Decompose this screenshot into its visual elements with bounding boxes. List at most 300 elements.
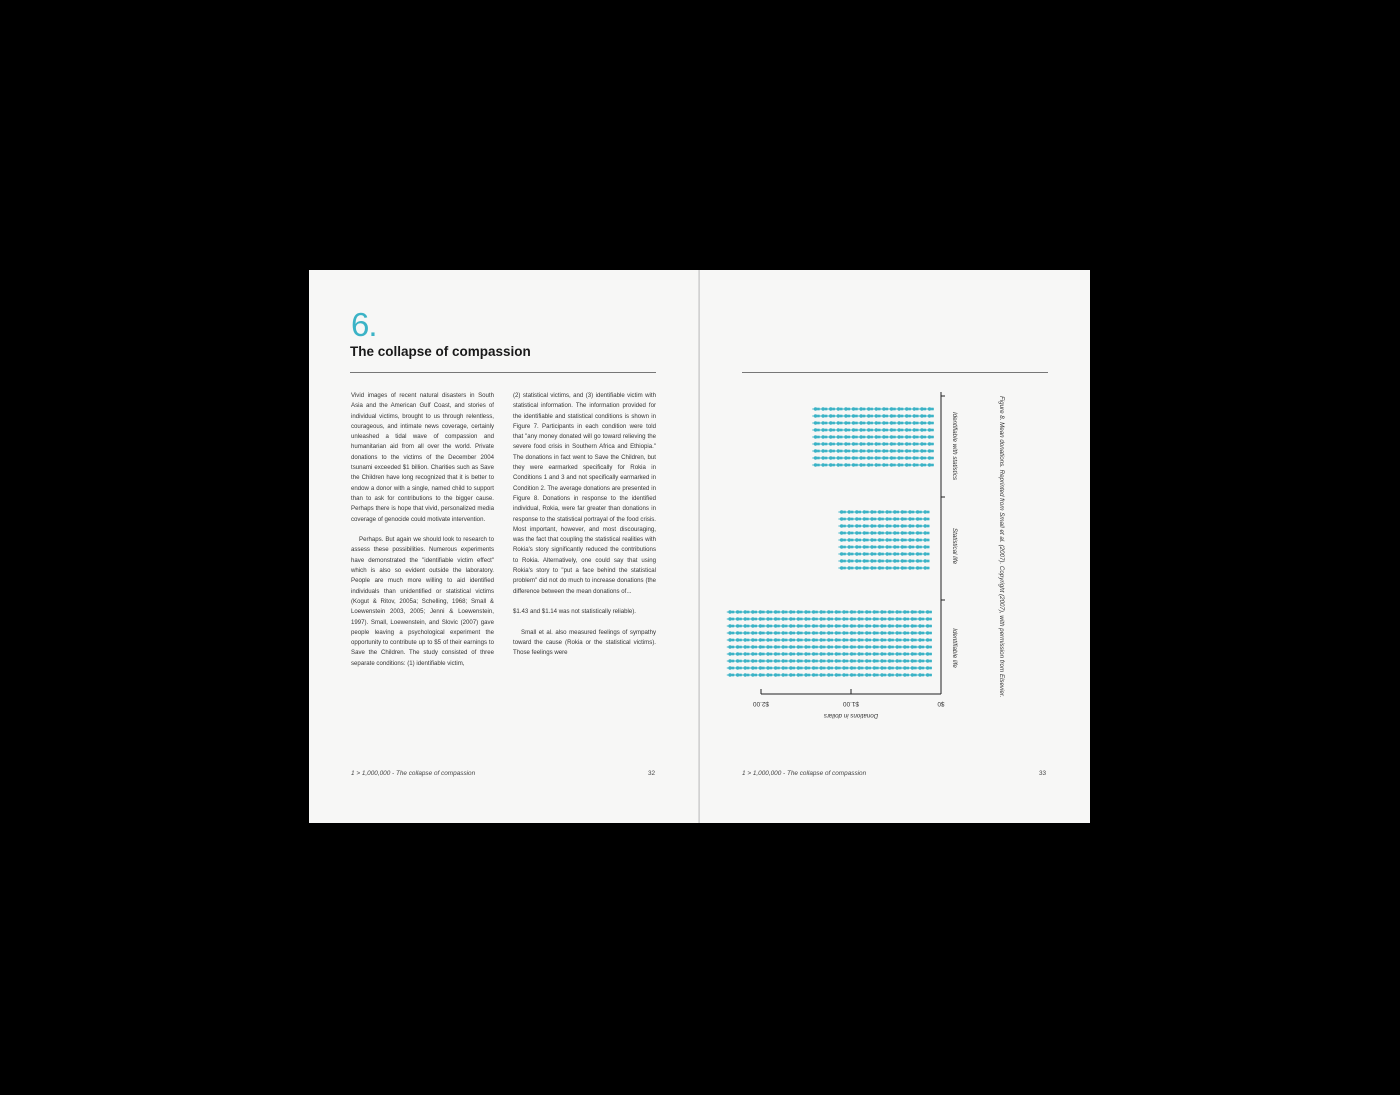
person-icon-body (901, 429, 904, 432)
person-icon-body (927, 532, 930, 535)
person-icon (837, 414, 840, 417)
person-icon (897, 456, 900, 459)
person-icon-body (914, 660, 917, 663)
person-icon (814, 407, 817, 410)
person-icon-body (840, 450, 843, 453)
person-icon (852, 463, 855, 466)
person-icon-body (866, 546, 869, 549)
person-icon-body (922, 639, 925, 642)
person-icon-body (912, 511, 915, 514)
person-icon-body (870, 457, 873, 460)
person-icon (875, 428, 878, 431)
person-icon-body (832, 457, 835, 460)
person-icon (751, 638, 754, 641)
person-icon (905, 435, 908, 438)
person-icon (797, 666, 800, 669)
person-icon-body (770, 667, 773, 670)
person-icon-body (924, 443, 927, 446)
person-icon-body (762, 611, 765, 614)
person-icon-body (843, 560, 846, 563)
person-icon-body (800, 611, 803, 614)
person-icon (848, 559, 851, 562)
person-icon-body (855, 436, 858, 439)
person-icon-body (808, 632, 811, 635)
person-icon-body (785, 618, 788, 621)
person-icon (867, 449, 870, 452)
person-icon (821, 414, 824, 417)
person-icon (878, 531, 881, 534)
person-icon (782, 652, 785, 655)
person-icon (855, 545, 858, 548)
person-icon-body (855, 429, 858, 432)
person-icon-body (846, 618, 849, 621)
person-icon (858, 659, 861, 662)
person-icon-body (808, 653, 811, 656)
person-icon-body (878, 457, 881, 460)
person-icon (863, 545, 866, 548)
person-icon-body (868, 618, 871, 621)
person-icon-body (881, 560, 884, 563)
person-icon-body (916, 436, 919, 439)
person-icon (893, 552, 896, 555)
person-icon-body (874, 546, 877, 549)
person-icon-body (855, 422, 858, 425)
person-icon (840, 524, 843, 527)
person-icon (886, 510, 889, 513)
person-icon-body (754, 667, 757, 670)
person-icon (835, 631, 838, 634)
person-icon-body (931, 436, 934, 439)
person-icon-body (889, 567, 892, 570)
person-icon-body (770, 674, 773, 677)
person-icon-body (846, 611, 849, 614)
person-icon (897, 407, 900, 410)
person-icon-body (891, 646, 894, 649)
person-icon (835, 666, 838, 669)
person-icon-body (800, 632, 803, 635)
person-icon-body (808, 660, 811, 663)
person-icon-body (823, 646, 826, 649)
person-icon (751, 673, 754, 676)
person-icon (827, 617, 830, 620)
person-icon-body (901, 464, 904, 467)
person-icon (837, 442, 840, 445)
person-icon (829, 463, 832, 466)
person-icon (789, 666, 792, 669)
person-icon-body (838, 660, 841, 663)
person-icon (870, 545, 873, 548)
person-icon-body (906, 674, 909, 677)
person-icon-body (891, 618, 894, 621)
person-icon-body (916, 457, 919, 460)
person-icon (855, 559, 858, 562)
person-icon-body (770, 646, 773, 649)
person-icon-body (884, 639, 887, 642)
person-icon (911, 652, 914, 655)
person-icon (820, 673, 823, 676)
person-icon-body (927, 553, 930, 556)
person-icon-body (808, 667, 811, 670)
person-icon-body (855, 450, 858, 453)
person-icon (896, 631, 899, 634)
person-icon (911, 666, 914, 669)
person-icon (918, 617, 921, 620)
person-icon-body (762, 646, 765, 649)
person-icon-body (848, 436, 851, 439)
person-icon-body (754, 660, 757, 663)
person-icon (840, 566, 843, 569)
person-icon-body (823, 674, 826, 677)
person-icon-body (927, 525, 930, 528)
person-icon (867, 435, 870, 438)
person-icon (888, 610, 891, 613)
person-icon (842, 645, 845, 648)
person-icon-body (886, 464, 889, 467)
person-icon (918, 638, 921, 641)
person-icon-body (919, 567, 922, 570)
person-icon-body (914, 653, 917, 656)
person-icon-body (785, 625, 788, 628)
person-icon-body (843, 553, 846, 556)
person-icon (903, 624, 906, 627)
person-icon-body (896, 532, 899, 535)
person-icon-body (747, 625, 750, 628)
person-icon (744, 624, 747, 627)
person-icon-body (861, 639, 864, 642)
person-icon-body (922, 618, 925, 621)
person-icon-body (866, 567, 869, 570)
person-icon (842, 673, 845, 676)
person-icon (901, 559, 904, 562)
person-icon-body (876, 625, 879, 628)
person-icon-body (792, 632, 795, 635)
person-icon-body (870, 436, 873, 439)
person-icon-body (808, 618, 811, 621)
person-icon (744, 638, 747, 641)
person-icon-body (929, 618, 932, 621)
person-icon-body (858, 553, 861, 556)
person-icon-body (800, 618, 803, 621)
person-icon (888, 652, 891, 655)
person-icon (728, 652, 731, 655)
person-icon-body (832, 450, 835, 453)
person-icon-body (830, 625, 833, 628)
person-icon (821, 428, 824, 431)
paragraph: Perhaps. But again we should look to research to assess these possibilities. Numerous experiments have demonstrated the "identifiable victim effect" which is also so evident outside the laboratory. People are much more willing to aid identified individuals than unidentified or statistical victims (Kogut & Ritov, 2005a; Schelling, 1968; Small & Loewenstein 2003, 2005; Jenni & Loewenstein, 1997). Small, Loewenstein, and Slovic (2007) gave people leaving a psychological experiment the opportunity to contribute up to $5 of their earnings to Save the Children. The study consisted of three separate conditions: (1) identifiable victim, (351, 536, 494, 667)
person-icon-body (881, 532, 884, 535)
person-icon-body (825, 436, 828, 439)
person-icon-body (739, 660, 742, 663)
person-icon (886, 545, 889, 548)
person-icon (858, 610, 861, 613)
person-icon (814, 428, 817, 431)
person-icon-body (858, 539, 861, 542)
book-spread (309, 270, 1090, 823)
person-icon-body (893, 408, 896, 411)
bar-identifiable-with-statistics (812, 407, 934, 466)
person-icon-body (785, 674, 788, 677)
person-icon-body (858, 532, 861, 535)
person-icon (896, 617, 899, 620)
person-icon (878, 552, 881, 555)
person-icon-body (830, 674, 833, 677)
person-icon (736, 645, 739, 648)
person-icon (821, 435, 824, 438)
person-icon (829, 407, 832, 410)
person-icon (865, 659, 868, 662)
person-icon (812, 666, 815, 669)
person-icon-body (899, 646, 902, 649)
person-icon-body (904, 511, 907, 514)
person-icon-body (863, 464, 866, 467)
person-icon (797, 617, 800, 620)
person-icon (926, 666, 929, 669)
person-icon (863, 524, 866, 527)
person-icon-body (861, 632, 864, 635)
person-icon (837, 435, 840, 438)
person-icon-body (929, 660, 932, 663)
person-icon (867, 428, 870, 431)
person-icon (890, 407, 893, 410)
person-icon (882, 456, 885, 459)
person-icon-body (830, 632, 833, 635)
person-icon (880, 645, 883, 648)
person-icon-body (739, 674, 742, 677)
person-icon-body (866, 532, 869, 535)
person-icon (893, 538, 896, 541)
person-icon-body (886, 408, 889, 411)
person-icon-body (929, 653, 932, 656)
person-icon (886, 524, 889, 527)
person-icon-body (754, 611, 757, 614)
person-icon-body (886, 422, 889, 425)
person-icon (766, 659, 769, 662)
person-icon-body (858, 546, 861, 549)
person-icon (888, 659, 891, 662)
person-icon-body (762, 618, 765, 621)
person-icon-body (815, 660, 818, 663)
person-icon-body (747, 653, 750, 656)
person-icon-body (838, 667, 841, 670)
person-icon (782, 673, 785, 676)
person-icon (897, 414, 900, 417)
person-icon (812, 631, 815, 634)
person-icon (893, 545, 896, 548)
person-icon (890, 442, 893, 445)
person-icon (878, 559, 881, 562)
person-icon (916, 524, 919, 527)
person-icon-body (908, 415, 911, 418)
person-icon (766, 638, 769, 641)
person-icon-body (878, 436, 881, 439)
person-icon-body (929, 639, 932, 642)
person-icon-body (732, 653, 735, 656)
person-icon (859, 435, 862, 438)
person-icon (865, 631, 868, 634)
person-icon (751, 617, 754, 620)
person-icon (916, 545, 919, 548)
person-icon (820, 652, 823, 655)
person-icon (848, 566, 851, 569)
person-icon-body (878, 422, 881, 425)
person-icon-body (838, 625, 841, 628)
person-icon (835, 645, 838, 648)
person-icon (844, 428, 847, 431)
person-icon-body (754, 639, 757, 642)
person-icon (789, 638, 792, 641)
person-icon (797, 624, 800, 627)
person-icon (797, 673, 800, 676)
person-icon (850, 659, 853, 662)
person-icon (918, 652, 921, 655)
person-icon (766, 666, 769, 669)
person-icon (924, 538, 927, 541)
person-icon (924, 559, 927, 562)
person-icon (859, 449, 862, 452)
person-icon-body (823, 632, 826, 635)
person-icon-body (919, 525, 922, 528)
person-icon (774, 645, 777, 648)
person-icon (751, 652, 754, 655)
person-icon (812, 645, 815, 648)
person-icon (911, 659, 914, 662)
person-icon (821, 421, 824, 424)
person-icon-body (777, 618, 780, 621)
person-icon-body (762, 667, 765, 670)
person-icon (829, 428, 832, 431)
person-icon-body (878, 429, 881, 432)
person-icon (905, 463, 908, 466)
person-icon (759, 652, 762, 655)
person-icon (875, 456, 878, 459)
person-icon-body (868, 667, 871, 670)
person-icon-body (863, 443, 866, 446)
person-icon (844, 414, 847, 417)
header-rule (350, 372, 656, 373)
person-icon-body (868, 639, 871, 642)
person-icon (928, 442, 931, 445)
person-icon (736, 631, 739, 634)
person-icon (759, 631, 762, 634)
value-tick-label: $2.00 (753, 700, 769, 707)
person-icon (789, 673, 792, 676)
person-icon-body (924, 415, 927, 418)
person-icon (789, 610, 792, 613)
person-icon-body (861, 625, 864, 628)
person-icon (759, 610, 762, 613)
person-icon (859, 456, 862, 459)
person-icon-body (886, 443, 889, 446)
person-icon-body (896, 546, 899, 549)
person-icon (829, 435, 832, 438)
person-icon (901, 510, 904, 513)
person-icon-body (881, 518, 884, 521)
person-icon-body (866, 511, 869, 514)
person-icon-body (843, 539, 846, 542)
person-icon-body (914, 625, 917, 628)
paragraph: $1.43 and $1.14 was not statistically reliable). (513, 608, 636, 616)
person-icon-body (800, 674, 803, 677)
person-icon (840, 552, 843, 555)
person-icon (820, 645, 823, 648)
person-icon (744, 645, 747, 648)
person-icon (903, 666, 906, 669)
person-icon-body (863, 415, 866, 418)
person-icon-body (899, 618, 902, 621)
person-icon-body (891, 667, 894, 670)
person-icon-body (830, 611, 833, 614)
person-icon (751, 645, 754, 648)
person-icon (901, 538, 904, 541)
person-icon (928, 449, 931, 452)
person-icon (896, 673, 899, 676)
person-icon (804, 673, 807, 676)
person-icon-body (927, 546, 930, 549)
person-icon (804, 659, 807, 662)
person-icon-body (846, 653, 849, 656)
person-icon-body (876, 618, 879, 621)
person-icon (804, 638, 807, 641)
person-icon (911, 638, 914, 641)
person-icon (863, 538, 866, 541)
person-icon-body (866, 553, 869, 556)
person-icon (880, 610, 883, 613)
person-icon-body (853, 646, 856, 649)
person-icon (829, 449, 832, 452)
person-icon (901, 531, 904, 534)
person-icon-body (832, 443, 835, 446)
person-icon (837, 463, 840, 466)
person-icon-body (919, 532, 922, 535)
person-icon-body (886, 429, 889, 432)
person-icon (878, 545, 881, 548)
person-icon-body (762, 625, 765, 628)
person-icon-body (919, 539, 922, 542)
person-icon-body (851, 546, 854, 549)
person-icon-body (815, 667, 818, 670)
person-icon-body (916, 408, 919, 411)
person-icon (882, 407, 885, 410)
person-icon-body (870, 422, 873, 425)
person-icon-body (884, 667, 887, 670)
person-icon (878, 566, 881, 569)
category-label: Identifiable life (951, 628, 958, 668)
person-icon (897, 449, 900, 452)
person-icon (852, 456, 855, 459)
person-icon-body (747, 674, 750, 677)
person-icon-body (927, 567, 930, 570)
person-icon-body (901, 408, 904, 411)
person-icon-body (851, 518, 854, 521)
person-icon-body (838, 674, 841, 677)
person-icon (820, 631, 823, 634)
person-icon (901, 552, 904, 555)
person-icon (867, 407, 870, 410)
person-icon (903, 645, 906, 648)
person-icon (844, 463, 847, 466)
person-icon-body (870, 450, 873, 453)
person-icon-body (893, 422, 896, 425)
person-icon-body (848, 464, 851, 467)
person-icon-body (876, 660, 879, 663)
person-icon (888, 673, 891, 676)
person-icon-body (858, 511, 861, 514)
person-icon (920, 463, 923, 466)
person-icon (736, 624, 739, 627)
person-icon (897, 421, 900, 424)
person-icon-body (924, 429, 927, 432)
person-icon (852, 407, 855, 410)
